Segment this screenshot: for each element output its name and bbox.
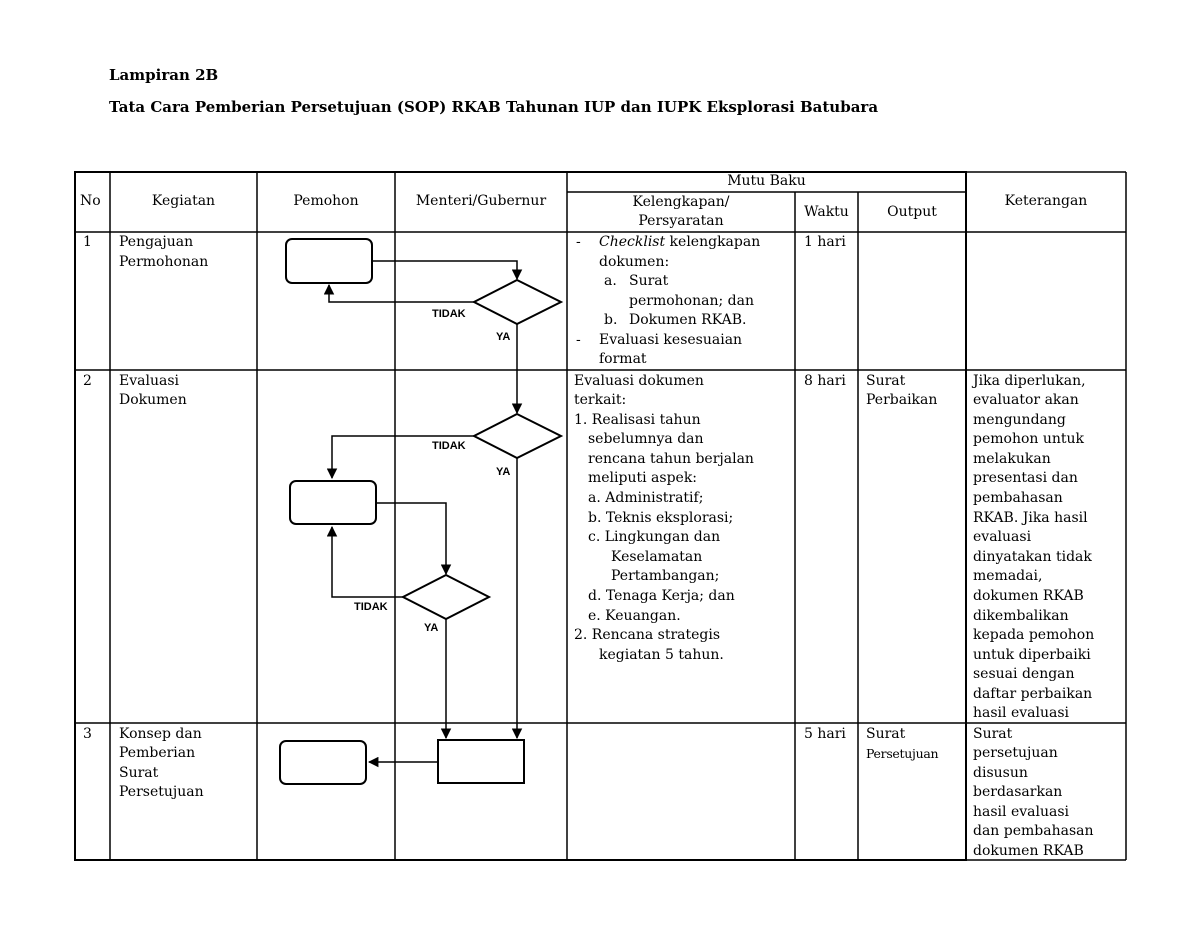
row2-kelengkapan: e. Keuangan.	[588, 608, 681, 624]
row1-checklist-line: Checklist kelengkapan	[599, 234, 761, 250]
header-pemohon: Pemohon	[293, 193, 359, 209]
row1-kelengkapan: Dokumen RKAB.	[629, 312, 747, 328]
approval-process	[438, 740, 524, 783]
row2-kelengkapan: Evaluasi dokumen	[574, 373, 704, 389]
row3-keterangan: dan pembahasan	[973, 823, 1094, 839]
row3-waktu: 5 hari	[804, 726, 846, 742]
row1-kelengkapan: dokumen:	[599, 254, 670, 270]
row2-keterangan: RKAB. Jika hasil	[973, 510, 1088, 526]
row2-kelengkapan: Keselamatan	[611, 549, 703, 565]
attachment-label: Lampiran 2B	[109, 66, 219, 84]
row1-kelengkapan: a.	[604, 273, 617, 289]
row2-kelengkapan: d. Tenaga Kerja; dan	[588, 588, 735, 604]
header-persyaratan: Persyaratan	[638, 213, 724, 229]
row2-keterangan: dokumen RKAB	[973, 588, 1084, 604]
header-no: No	[80, 193, 101, 209]
row1-waktu: 1 hari	[804, 234, 846, 250]
header-kegiatan: Kegiatan	[151, 193, 216, 209]
row1-kelengkapan: Surat	[629, 273, 669, 289]
row2-kelengkapan: meliputi aspek:	[588, 470, 698, 486]
row2-kelengkapan: rencana tahun berjalan	[588, 451, 754, 467]
row2-kelengkapan: c. Lingkungan dan	[588, 529, 721, 545]
row2-keterangan: melakukan	[973, 451, 1051, 467]
row2-kegiatan: Dokumen	[119, 392, 187, 408]
row2-output: Surat	[866, 373, 906, 389]
header-keterangan: Keterangan	[1004, 193, 1088, 209]
row2-keterangan: pembahasan	[973, 490, 1063, 506]
row2-keterangan: untuk diperbaiki	[973, 647, 1091, 663]
row2-keterangan: mengundang	[973, 412, 1066, 428]
revision-process	[290, 481, 376, 524]
row2-kelengkapan: sebelumnya dan	[588, 431, 704, 447]
tidak-label: TIDAK	[354, 601, 388, 613]
row2-keterangan: dinyatakan tidak	[973, 549, 1092, 565]
row2-keterangan: presentasi dan	[973, 470, 1078, 486]
row3-keterangan: berdasarkan	[973, 784, 1063, 800]
header-mutu-baku: Mutu Baku	[727, 173, 806, 189]
row2-keterangan: dikembalikan	[973, 608, 1069, 624]
row3-keterangan: persetujuan	[973, 745, 1058, 761]
header-waktu: Waktu	[804, 204, 849, 220]
row1-kegiatan: Pengajuan	[119, 234, 194, 250]
bullet-dash: -	[576, 234, 581, 250]
row2-keterangan: evaluasi	[973, 529, 1032, 545]
document-title: Tata Cara Pemberian Persetujuan (SOP) RKAB Tahunan IUP dan IUPK Eksplorasi Batubara	[109, 98, 879, 116]
decision-diamond-3	[403, 575, 489, 619]
row2-keterangan: evaluator akan	[973, 392, 1079, 408]
header-kelengkapan: Kelengkapan/	[632, 194, 730, 210]
end-terminal	[280, 741, 366, 784]
row2-keterangan: daftar perbaikan	[973, 686, 1093, 702]
row3-kegiatan: Persetujuan	[119, 784, 204, 800]
header-output: Output	[887, 204, 937, 220]
decision-diamond-2	[474, 414, 561, 458]
row2-keterangan: pemohon untuk	[973, 431, 1085, 447]
row1-no: 1	[83, 234, 92, 250]
row2-no: 2	[83, 373, 92, 389]
row3-kegiatan: Konsep dan	[119, 726, 202, 742]
row2-output: Perbaikan	[866, 392, 938, 408]
row3-no: 3	[83, 726, 92, 742]
row3-keterangan: hasil evaluasi	[973, 804, 1069, 820]
ya-label: YA	[496, 331, 511, 343]
row2-kelengkapan: a. Administratif;	[588, 490, 704, 506]
ya-label: YA	[424, 622, 439, 634]
row2-kelengkapan: Pertambangan;	[611, 568, 720, 584]
row1-kelengkapan: permohonan; dan	[629, 293, 754, 309]
row3-keterangan: Surat	[973, 726, 1013, 742]
row3-kegiatan: Surat	[119, 765, 159, 781]
tidak-label: TIDAK	[432, 440, 466, 452]
tidak-label: TIDAK	[432, 308, 466, 320]
row1-kelengkapan: b.	[604, 312, 618, 328]
row1-kelengkapan: format	[599, 351, 647, 367]
row1-kegiatan: Permohonan	[119, 254, 209, 270]
row2-kelengkapan: kegiatan 5 tahun.	[599, 647, 724, 663]
header-menteri-gubernur: Menteri/Gubernur	[415, 193, 547, 209]
decision-diamond-1	[474, 280, 561, 324]
row3-output: Persetujuan	[866, 746, 939, 761]
row2-kelengkapan: b. Teknis eksplorasi;	[588, 510, 734, 526]
row2-kelengkapan: 1. Realisasi tahun	[574, 412, 701, 428]
row1-kelengkapan: Evaluasi kesesuaian	[599, 332, 743, 348]
row3-keterangan: dokumen RKAB	[973, 843, 1084, 859]
bullet-dash: -	[576, 332, 581, 348]
row2-keterangan: Jika diperlukan,	[973, 373, 1086, 389]
row2-keterangan: hasil evaluasi	[973, 705, 1069, 721]
row3-output: Surat	[866, 726, 906, 742]
row2-kegiatan: Evaluasi	[119, 373, 179, 389]
row3-kegiatan: Pemberian	[119, 745, 196, 761]
row3-keterangan: disusun	[973, 765, 1028, 781]
row2-kelengkapan: 2. Rencana strategis	[574, 627, 721, 643]
row2-keterangan: kepada pemohon	[973, 627, 1095, 643]
row2-keterangan: memadai,	[973, 568, 1043, 584]
row2-kelengkapan: terkait:	[574, 392, 627, 408]
start-terminal	[286, 239, 372, 283]
row2-waktu: 8 hari	[804, 373, 846, 389]
ya-label: YA	[496, 466, 511, 478]
row2-keterangan: sesuai dengan	[973, 666, 1075, 682]
